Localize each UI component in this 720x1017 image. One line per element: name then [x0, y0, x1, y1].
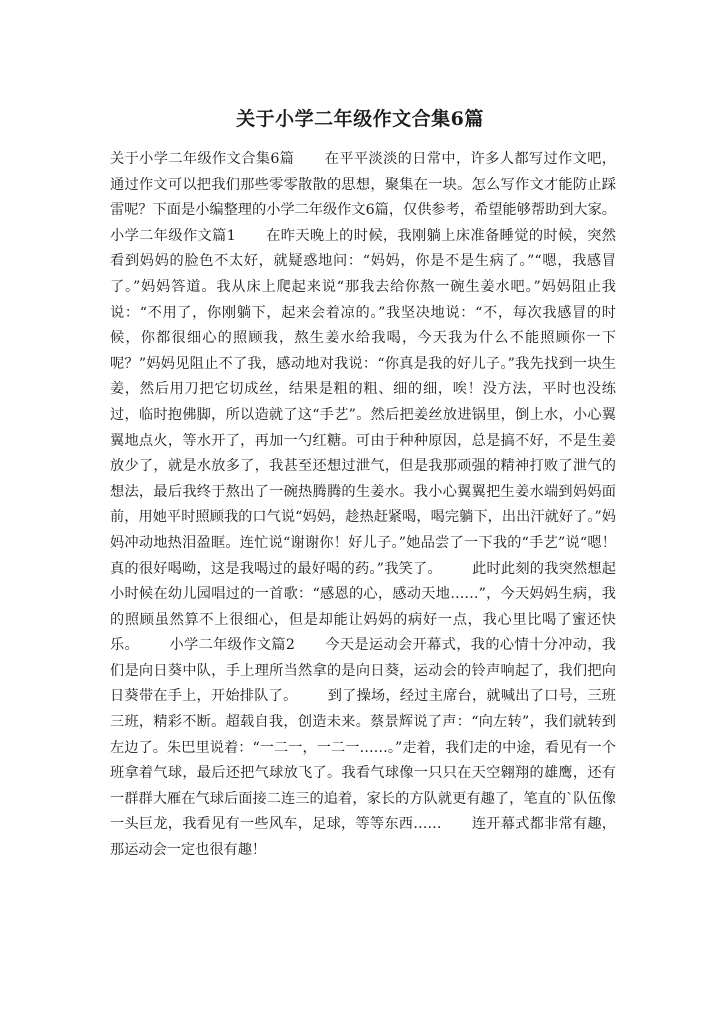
text-segment-intro-title: 关于小学二年级作文合集6篇 — [110, 151, 295, 167]
text-segment-essay1-ending: 此时此刻的我突然想起小时候在幼儿园唱过的一首歌：“感恩的心，感动天地……”，今天妈妈生病，我的照顾虽然算不上很细心，但是却能让妈妈的病好一点，我心里比喝了蜜还快乐。 — [110, 560, 616, 654]
document-body — [110, 147, 616, 864]
text-segment-intro: 在平平淡淡的日常中，许多人都写过作文吧，通过作文可以把我们那些零零散散的思想，聚集在一块。怎么写作文才能防止踩雷呢？下面是小编整理的小学二年级作文6篇，仅供参考，希望能够帮助到大家。 — [110, 151, 616, 219]
text-segment-essay2-p2: 到了操场，经过主席台，就喊出了口号，三班三班，精彩不断。超载自我，创造未来。蔡景辉说了声：“向左转”，我们就转到左边了。朱巴里说着：“一二一，一二一……。”走着，我们走的中途，看见有一个班拿着气球，最后还把气球放飞了。我看气球像一只只在天空翱翔的雄鹰，还有一群群大雁在气球后面接二连三的追着，家长的方队就更有趣了，笔直的`队伍像一头巨龙，我看见有一些风车，足球，等等东西…… — [110, 688, 616, 833]
document-title: 关于小学二年级作文合集6篇 — [236, 108, 484, 130]
text-segment-essay2-title: 小学二年级作文篇2 — [169, 637, 295, 654]
text-segment-essay2-p3: 连开幕式都非常有趣，那运动会一定也很有趣！ — [110, 816, 616, 859]
text-segment-essay1-title: 小学二年级作文篇1 — [110, 227, 236, 244]
text-segment-essay1-body: 在昨天晚上的时候，我刚躺上床准备睡觉的时候，突然看到妈妈的脸色不太好，就疑惑地问：“妈妈，你是不是生病了。”“嗯，我感冒了。”妈妈答道。我从床上爬起来说“那我去给你熬一碗生姜水吧。”妈妈阻止我说：“不用了，你刚躺下，起来会着凉的。”我坚决地说：“不，每次我感冒的时候，你都很细心的照顾我，熬生姜水给我喝，今天我为什么不能照顾你一下呢？”妈妈见阻止不了我，感动地对我说：“你真是我的好儿子。”我先找到一块生姜，然后用刀把它切成丝，结果是粗的粗、细的细，唉！没方法，平时也没练过，临时抱佛脚，所以造就了这“手艺”。然后把姜丝放进锅里，倒上水，小心翼翼地点火，等水开了，再加一勺红糖。可由于种种原因，总是搞不好，不是生姜放少了，就是水放多了，我甚至还想过泄气，但是我那顽强的精神打败了泄气的想法，最后我终于熬出了一碗热腾腾的生姜水。我小心翼翼把生姜水端到妈妈面前，用她平时照顾我的口气说“妈妈，趁热赶紧喝，喝完躺下，出出汗就好了。”妈妈冲动地热泪盈眶。连忙说“谢谢你！好儿子。”她品尝了一下我的“手艺”说“嗯！真的很好喝呦，这是我喝过的最好喝的药。”我笑了。 — [110, 227, 616, 577]
text-segment-essay2-p1: 今天是运动会开幕式，我的心情十分冲动，我们是向日葵中队，手上理所当然拿的是向日葵，运动会的铃声响起了，我们把向日葵带在手上，开始排队了。 — [110, 637, 616, 705]
